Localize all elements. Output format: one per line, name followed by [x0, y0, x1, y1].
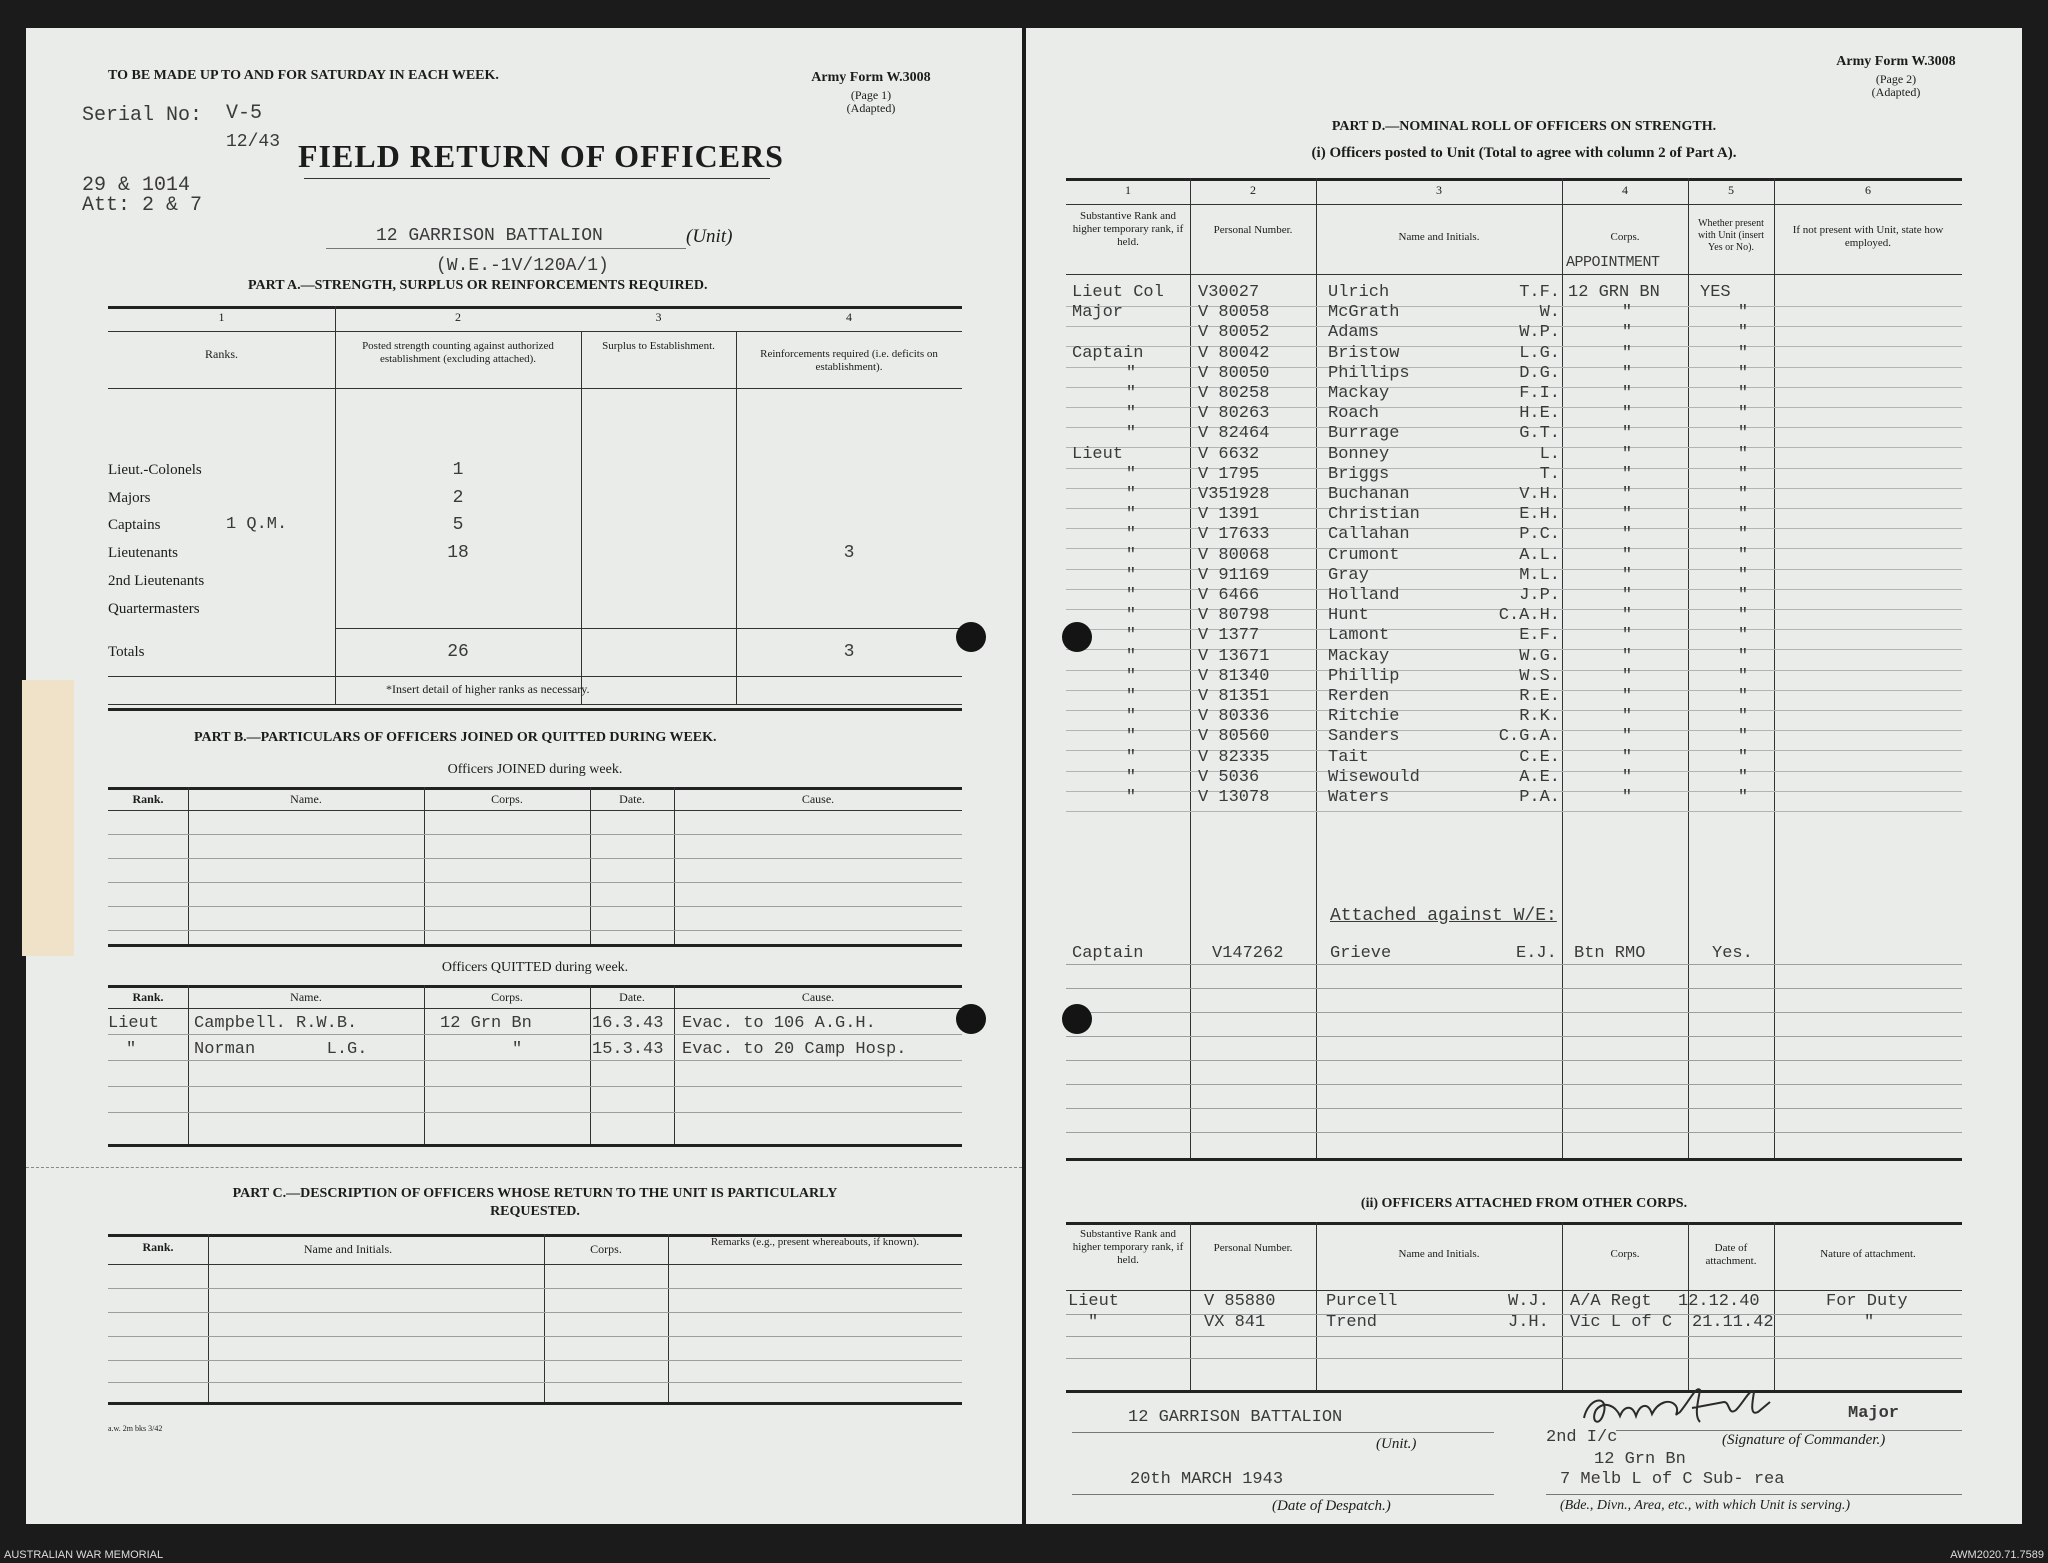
serial-label: Serial No:: [82, 104, 203, 127]
army-form-adapted: (Adapted): [846, 101, 896, 115]
totals-posted: 26: [447, 642, 469, 662]
roll-number: V 80798: [1198, 606, 1270, 626]
quitted-row-2-name: Norman L.G.: [194, 1040, 368, 1059]
roll-present: ": [1737, 384, 1749, 403]
part-c-heading-2: REQUESTED.: [490, 1204, 580, 1219]
part-a-head-posted: Posted strength counting against authorized establishment (excluding attached).: [362, 340, 554, 365]
attached-row-1-corps: A/A Regt: [1570, 1292, 1652, 1311]
roll-name: Callahan: [1328, 525, 1410, 545]
roll-initials: D.G.: [1519, 363, 1560, 383]
punch-hole: [956, 622, 986, 652]
rank-label-3: Captains: [108, 517, 161, 533]
roll-rank: ": [1125, 788, 1137, 807]
roll-initials: H.E.: [1519, 404, 1560, 424]
roll-number: V 6632: [1198, 444, 1260, 464]
roll-name: Buchanan: [1328, 485, 1410, 504]
roll-number: V 17633: [1198, 525, 1270, 545]
roll-initials: T.: [1539, 464, 1560, 484]
roll-name: Christian: [1328, 505, 1420, 525]
roll-initials: J.P.: [1519, 586, 1560, 605]
attached-row-2-number: VX 841: [1204, 1313, 1266, 1332]
part-d-head-name: Name and Initials.: [1398, 231, 1480, 243]
roll-initials: F.I.: [1519, 384, 1560, 403]
roll-initials: W.S.: [1519, 666, 1560, 686]
footer-left: AUSTRALIAN WAR MEMORIAL: [4, 1549, 164, 1561]
roll-number: V 80560: [1198, 727, 1270, 747]
roll-initials: C.A.H.: [1498, 606, 1560, 626]
roll-rank: ": [1125, 666, 1137, 686]
unit-label: (Unit): [686, 226, 733, 247]
attached-we-label: Attached against W/E:: [1330, 906, 1557, 926]
part-a-footnote: *Insert detail of higher ranks as necessary.: [386, 682, 590, 696]
roll-corps: ": [1621, 424, 1633, 444]
roll-initials: E.H.: [1519, 505, 1560, 525]
roll-rank: ": [1125, 363, 1137, 383]
part-d-head-rank: Substantive Rank and higher temporary rank, if held.: [1072, 210, 1184, 248]
roll-initials: A.L.: [1519, 545, 1560, 565]
roll-initials: P.C.: [1519, 525, 1560, 545]
roll-number: V 13078: [1198, 788, 1270, 807]
roll-corps: 12 GRN BN: [1568, 283, 1660, 302]
roll-corps: ": [1621, 323, 1633, 343]
joined-col-name: Name.: [290, 792, 322, 806]
joined-col-rank: Rank.: [132, 792, 164, 806]
part-ii-head-date: Date of attachment.: [1705, 1242, 1757, 1267]
quitted-row-2-date: 15.3.43: [592, 1040, 664, 1059]
punch-hole: [1062, 1004, 1092, 1034]
roll-number: V 80263: [1198, 404, 1270, 424]
roll-name: Adams: [1328, 323, 1380, 343]
part-c-col-remarks: Remarks (e.g., present whereabouts, if known).: [710, 1236, 920, 1248]
attached-row-2-rank: ": [1088, 1313, 1099, 1332]
attached-row-1-name: Purcell: [1326, 1292, 1398, 1311]
footer-right: AWM2020.71.7589: [1950, 1549, 2044, 1561]
part-a-head-reinf: Reinforcements required (i.e. deficits on establishment).: [760, 348, 938, 373]
roll-initials: C.G.A.: [1498, 727, 1560, 747]
part-a-col-4: 4: [846, 310, 852, 324]
roll-present: ": [1737, 646, 1749, 666]
signature-label: (Signature of Commander.): [1722, 1432, 1886, 1448]
roll-present: ": [1737, 606, 1749, 626]
attached-we-present: Yes.: [1712, 944, 1753, 963]
roll-present: YES: [1700, 283, 1731, 302]
roll-name: Ritchie: [1328, 707, 1400, 727]
sig-line-2: 12 Grn Bn: [1594, 1450, 1686, 1469]
part-d-col-4: 4: [1622, 183, 1628, 197]
posted-majors: 2: [452, 488, 464, 508]
quitted-col-cause: Cause.: [801, 990, 835, 1004]
army-form-label: Army Form W.3008: [811, 70, 931, 85]
roll-present: ": [1737, 404, 1749, 424]
quitted-col-date: Date.: [619, 990, 645, 1004]
roll-present: ": [1737, 363, 1749, 383]
despatch-label: (Date of Despatch.): [1272, 1498, 1391, 1514]
attached-row-2-corps: Vic L of C: [1570, 1313, 1673, 1332]
roll-corps: ": [1621, 788, 1633, 807]
attached-row-1-nature: For Duty: [1826, 1292, 1908, 1311]
roll-name: Holland: [1328, 586, 1400, 605]
army-form-page-2: (Page 2): [1875, 72, 1917, 86]
roll-name: McGrath: [1328, 303, 1400, 323]
roll-name: Briggs: [1328, 464, 1390, 484]
part-d-heading: PART D.—NOMINAL ROLL OF OFFICERS ON STRENGTH.: [1331, 119, 1717, 134]
joined-col-corps: Corps.: [491, 792, 523, 806]
roll-corps: ": [1621, 303, 1633, 323]
roll-number: V 81340: [1198, 666, 1270, 686]
part-d-col-2: 2: [1250, 183, 1256, 197]
quitted-row-1-rank: Lieut: [108, 1014, 160, 1033]
roll-present: ": [1737, 444, 1749, 464]
roll-initials: T.F.: [1519, 283, 1560, 302]
joined-col-cause: Cause.: [801, 792, 835, 806]
form-title: FIELD RETURN OF OFFICERS: [298, 138, 784, 174]
joined-col-date: Date.: [619, 792, 645, 806]
roll-corps: ": [1621, 485, 1633, 504]
army-form-label-2: Army Form W.3008: [1836, 54, 1956, 69]
roll-corps: ": [1621, 404, 1633, 424]
roll-present: ": [1737, 565, 1749, 585]
perforation-line: [26, 1167, 1022, 1168]
roll-present: ": [1737, 303, 1749, 323]
part-a-head-surplus: Surplus to Establishment.: [602, 340, 715, 352]
roll-corps: ": [1621, 505, 1633, 525]
area-label: (Bde., Divn., Area, etc., with which Unit is serving.): [1560, 1498, 1851, 1513]
roll-initials: L.: [1539, 444, 1560, 464]
unit-value: 12 GARRISON BATTALION: [376, 226, 603, 246]
roll-name: Sanders: [1328, 727, 1400, 747]
roll-rank: Major: [1072, 303, 1124, 323]
joined-heading: Officers JOINED during week.: [447, 762, 623, 777]
quitted-row-1-cause: Evac. to 106 A.G.H.: [682, 1014, 876, 1033]
part-ii-head-nature: Nature of attachment.: [1820, 1248, 1916, 1260]
roll-name: Wisewould: [1328, 767, 1420, 787]
roll-name: Hunt: [1328, 606, 1369, 626]
roll-rank: ": [1125, 707, 1137, 727]
roll-initials: L.G.: [1519, 343, 1560, 363]
form-page-1: [26, 28, 1022, 1524]
attached-row-1-number: V 85880: [1204, 1292, 1276, 1311]
roll-present: ": [1737, 323, 1749, 343]
roll-corps: ": [1621, 747, 1633, 767]
ref-line-2: Att: 2 & 7: [82, 194, 203, 217]
totals-label: Totals: [108, 644, 145, 660]
roll-rank: ": [1125, 424, 1137, 444]
roll-present: ": [1737, 767, 1749, 787]
posted-captains: 5: [452, 515, 464, 535]
part-c-col-name: Name and Initials.: [303, 1242, 393, 1256]
roll-initials: M.L.: [1519, 565, 1560, 585]
part-c-heading-1: PART C.—DESCRIPTION OF OFFICERS WHOSE RETURN TO THE UNIT IS PARTICULARLY: [232, 1186, 838, 1201]
attached-row-1-initials: W.J.: [1508, 1292, 1549, 1311]
part-d-col-1: 1: [1125, 183, 1131, 197]
part-d-subheading: (i) Officers posted to Unit (Total to agree with column 2 of Part A).: [1311, 145, 1737, 161]
rank-label-4: Lieutenants: [108, 545, 178, 561]
roll-name: Phillips: [1328, 363, 1410, 383]
roll-present: ": [1737, 788, 1749, 807]
part-d-head-present: Whether present with Unit (insert Yes or No).: [1697, 218, 1765, 253]
signature-rank: Major: [1848, 1404, 1900, 1423]
army-form-adapted-2: (Adapted): [1871, 85, 1921, 99]
roll-name: Ulrich: [1328, 283, 1390, 302]
roll-present: ": [1737, 424, 1749, 444]
attached-row-2-initials: J.H.: [1508, 1313, 1549, 1332]
roll-name: Crumont: [1328, 545, 1400, 565]
roll-number: V 13671: [1198, 646, 1270, 666]
roll-rank: ": [1125, 525, 1137, 545]
roll-name: Rerden: [1328, 687, 1390, 706]
roll-rank: ": [1125, 505, 1137, 525]
signature-unit-value: 12 GARRISON BATTALION: [1128, 1408, 1343, 1427]
part-ii-head-corps: Corps.: [1610, 1248, 1640, 1260]
roll-present: ": [1737, 343, 1749, 363]
roll-rank: Lieut: [1072, 444, 1124, 464]
captains-note: 1 Q.M.: [226, 515, 288, 534]
roll-number: V 80336: [1198, 707, 1270, 727]
roll-corps: ": [1621, 565, 1633, 585]
posted-lieutenants: 18: [447, 543, 469, 563]
roll-corps: ": [1621, 343, 1633, 363]
part-ii-heading: (ii) OFFICERS ATTACHED FROM OTHER CORPS.: [1360, 1196, 1688, 1211]
roll-present: ": [1737, 505, 1749, 525]
serial-sub: 12/43: [226, 132, 281, 152]
roll-rank: ": [1125, 626, 1137, 646]
roll-number: V 80050: [1198, 363, 1270, 383]
roll-corps: ": [1621, 707, 1633, 727]
roll-present: ": [1737, 747, 1749, 767]
rank-label-5: 2nd Lieutenants: [108, 573, 205, 589]
roll-rank: ": [1125, 727, 1137, 747]
quitted-col-corps: Corps.: [491, 990, 523, 1004]
attached-row-2-date: 21.11.42: [1692, 1313, 1774, 1332]
roll-number: V 80068: [1198, 545, 1270, 565]
roll-rank: ": [1125, 687, 1137, 706]
roll-initials: W.G.: [1519, 646, 1560, 666]
part-d-col-5: 5: [1728, 183, 1734, 197]
roll-rank: ": [1125, 565, 1137, 585]
roll-number: V 1795: [1198, 464, 1260, 484]
roll-number: V 80258: [1198, 384, 1270, 403]
ref-line-1: 29 & 1014: [82, 174, 191, 197]
roll-rank: ": [1125, 747, 1137, 767]
attached-we-initials: E.J.: [1516, 944, 1557, 963]
roll-corps: ": [1621, 586, 1633, 605]
quitted-row-1-date: 16.3.43: [592, 1014, 664, 1033]
totals-reinf: 3: [843, 642, 855, 662]
attached-row-1-date: 12.12.40: [1678, 1292, 1760, 1311]
roll-corps: ": [1621, 767, 1633, 787]
roll-corps: ": [1621, 606, 1633, 626]
roll-name: Waters: [1328, 788, 1390, 807]
roll-initials: P.A.: [1519, 788, 1560, 807]
roll-name: Bonney: [1328, 444, 1390, 464]
signature-unit-label: (Unit.): [1376, 1436, 1417, 1452]
roll-number: V 82464: [1198, 424, 1270, 444]
form-page-2: [1026, 28, 2022, 1524]
roll-rank: ": [1125, 545, 1137, 565]
roll-name: Bristow: [1328, 343, 1400, 363]
roll-present: ": [1737, 687, 1749, 706]
roll-number: V 80052: [1198, 323, 1270, 343]
roll-rank: ": [1125, 606, 1137, 626]
attached-we-rank: Captain: [1072, 944, 1144, 963]
roll-name: Burrage: [1328, 424, 1400, 444]
despatch-date: 20th MARCH 1943: [1130, 1470, 1284, 1489]
roll-name: Lamont: [1328, 626, 1390, 646]
roll-rank: ": [1125, 485, 1137, 504]
quitted-col-rank: Rank.: [132, 990, 164, 1004]
attached-we-corps: Btn RMO: [1574, 944, 1646, 963]
roll-present: ": [1737, 525, 1749, 545]
roll-number: V 5036: [1198, 767, 1260, 787]
quitted-row-1-corps: 12 Grn Bn: [440, 1014, 532, 1033]
roll-corps: ": [1621, 525, 1633, 545]
roll-rank: ": [1125, 646, 1137, 666]
quitted-heading: Officers QUITTED during week.: [441, 960, 629, 975]
roll-number: V 6466: [1198, 586, 1260, 605]
part-d-col-3: 3: [1436, 183, 1442, 197]
roll-name: Tait: [1328, 747, 1369, 767]
roll-initials: C.E.: [1519, 747, 1560, 767]
roll-corps: ": [1621, 464, 1633, 484]
attached-we-name: Grieve: [1330, 944, 1392, 963]
roll-present: ": [1737, 727, 1749, 747]
roll-present: ": [1737, 545, 1749, 565]
punch-hole: [1062, 622, 1092, 652]
part-a-col-2: 2: [455, 310, 461, 324]
roll-rank: ": [1125, 586, 1137, 605]
reinf-lieutenants: 3: [843, 543, 855, 563]
quitted-row-2-rank: ": [126, 1040, 137, 1059]
roll-present: ": [1737, 485, 1749, 504]
roll-initials: R.K.: [1519, 707, 1560, 727]
part-c-col-rank: Rank.: [142, 1240, 174, 1254]
posted-lt-col: 1: [452, 460, 464, 480]
part-a-heading: PART A.—STRENGTH, SURPLUS OR REINFORCEMENTS REQUIRED.: [248, 278, 708, 293]
part-a-head-ranks: Ranks.: [205, 347, 238, 361]
roll-present: ": [1737, 586, 1749, 605]
roll-corps: ": [1621, 687, 1633, 706]
punch-hole: [956, 1004, 986, 1034]
part-b-heading: PART B.—PARTICULARS OF OFFICERS JOINED OR QUITTED DURING WEEK.: [194, 730, 717, 745]
roll-number: V30027: [1198, 283, 1260, 302]
roll-row: [1066, 788, 1962, 812]
part-c-col-corps: Corps.: [590, 1242, 622, 1256]
roll-rank: ": [1125, 767, 1137, 787]
roll-rank: Lieut Col: [1072, 283, 1164, 302]
rank-label-1: Lieut.-Colonels: [108, 462, 202, 478]
roll-corps: ": [1621, 384, 1633, 403]
roll-corps: ": [1621, 545, 1633, 565]
print-code: a.w. 2m bks 3/42: [108, 1424, 163, 1433]
roll-corps: ": [1621, 363, 1633, 383]
roll-name: Gray: [1328, 565, 1369, 585]
quitted-row-2-corps: ": [512, 1040, 523, 1059]
sig-line-1: 2nd I/c: [1546, 1428, 1618, 1447]
part-d-col-6: 6: [1865, 183, 1871, 197]
roll-initials: E.F.: [1519, 626, 1560, 646]
roll-rank: Captain: [1072, 343, 1144, 363]
roll-corps: ": [1621, 626, 1633, 646]
roll-number: V 91169: [1198, 565, 1270, 585]
roll-number: V 81351: [1198, 687, 1270, 706]
attached-row-2-nature: ": [1864, 1313, 1875, 1332]
roll-present: ": [1737, 666, 1749, 686]
part-d-head-employed: If not present with Unit, state how employed.: [1792, 224, 1944, 249]
part-a-col-1: 1: [218, 310, 225, 324]
roll-corps: ": [1621, 666, 1633, 686]
roll-number: V 80042: [1198, 343, 1270, 363]
roll-number: V351928: [1198, 485, 1270, 504]
roll-number: V 1377: [1198, 626, 1260, 646]
part-a-col-3: 3: [655, 310, 662, 324]
roll-initials: W.: [1539, 303, 1560, 323]
part-ii-head-rank: Substantive Rank and higher temporary rank, if held.: [1072, 1228, 1184, 1266]
appointment-label: APPOINTMENT: [1566, 254, 1660, 271]
attached-row-2-name: Trend: [1326, 1313, 1378, 1332]
serial-value: V-5: [226, 102, 263, 125]
roll-initials: G.T.: [1519, 424, 1560, 444]
part-ii-head-name: Name and Initials.: [1398, 1248, 1480, 1260]
instruction-text: TO BE MADE UP TO AND FOR SATURDAY IN EACH WEEK.: [108, 68, 499, 83]
quitted-col-name: Name.: [290, 990, 322, 1004]
roll-rank: ": [1125, 384, 1137, 403]
attached-row-1-rank: Lieut: [1068, 1292, 1120, 1311]
roll-name: Roach: [1328, 404, 1380, 424]
roll-corps: ": [1621, 727, 1633, 747]
roll-corps: ": [1621, 646, 1633, 666]
rank-label-6: Quartermasters: [108, 601, 200, 617]
part-ii-head-number: Personal Number.: [1213, 1242, 1293, 1254]
army-form-page: (Page 1): [850, 88, 892, 102]
roll-number: V 1391: [1198, 505, 1260, 525]
roll-rank: ": [1125, 404, 1137, 424]
roll-initials: V.H.: [1519, 485, 1560, 504]
roll-present: ": [1737, 464, 1749, 484]
roll-name: Mackay: [1328, 384, 1390, 403]
roll-initials: R.E.: [1519, 687, 1560, 706]
quitted-row-1-name: Campbell. R.W.B.: [194, 1014, 358, 1033]
roll-initials: W.P.: [1519, 323, 1560, 343]
sig-line-3: 7 Melb L of C Sub- rea: [1560, 1470, 1785, 1489]
paper-tab: [22, 680, 74, 956]
roll-name: Mackay: [1328, 646, 1390, 666]
roll-present: ": [1737, 626, 1749, 646]
part-d-head-corps: Corps.: [1610, 231, 1640, 243]
attached-we-number: V147262: [1212, 944, 1284, 963]
roll-rank: ": [1125, 464, 1137, 484]
part-d-head-number: Personal Number.: [1213, 224, 1293, 236]
roll-corps: ": [1621, 444, 1633, 464]
roll-present: ": [1737, 707, 1749, 727]
quitted-row-2-cause: Evac. to 20 Camp Hosp.: [682, 1040, 907, 1059]
roll-initials: A.E.: [1519, 767, 1560, 787]
roll-number: V 80058: [1198, 303, 1270, 323]
roll-name: Phillip: [1328, 666, 1400, 686]
rank-label-2: Majors: [108, 490, 151, 506]
we-reference: (W.E.-1V/120A/1): [436, 256, 609, 276]
roll-number: V 82335: [1198, 747, 1270, 767]
